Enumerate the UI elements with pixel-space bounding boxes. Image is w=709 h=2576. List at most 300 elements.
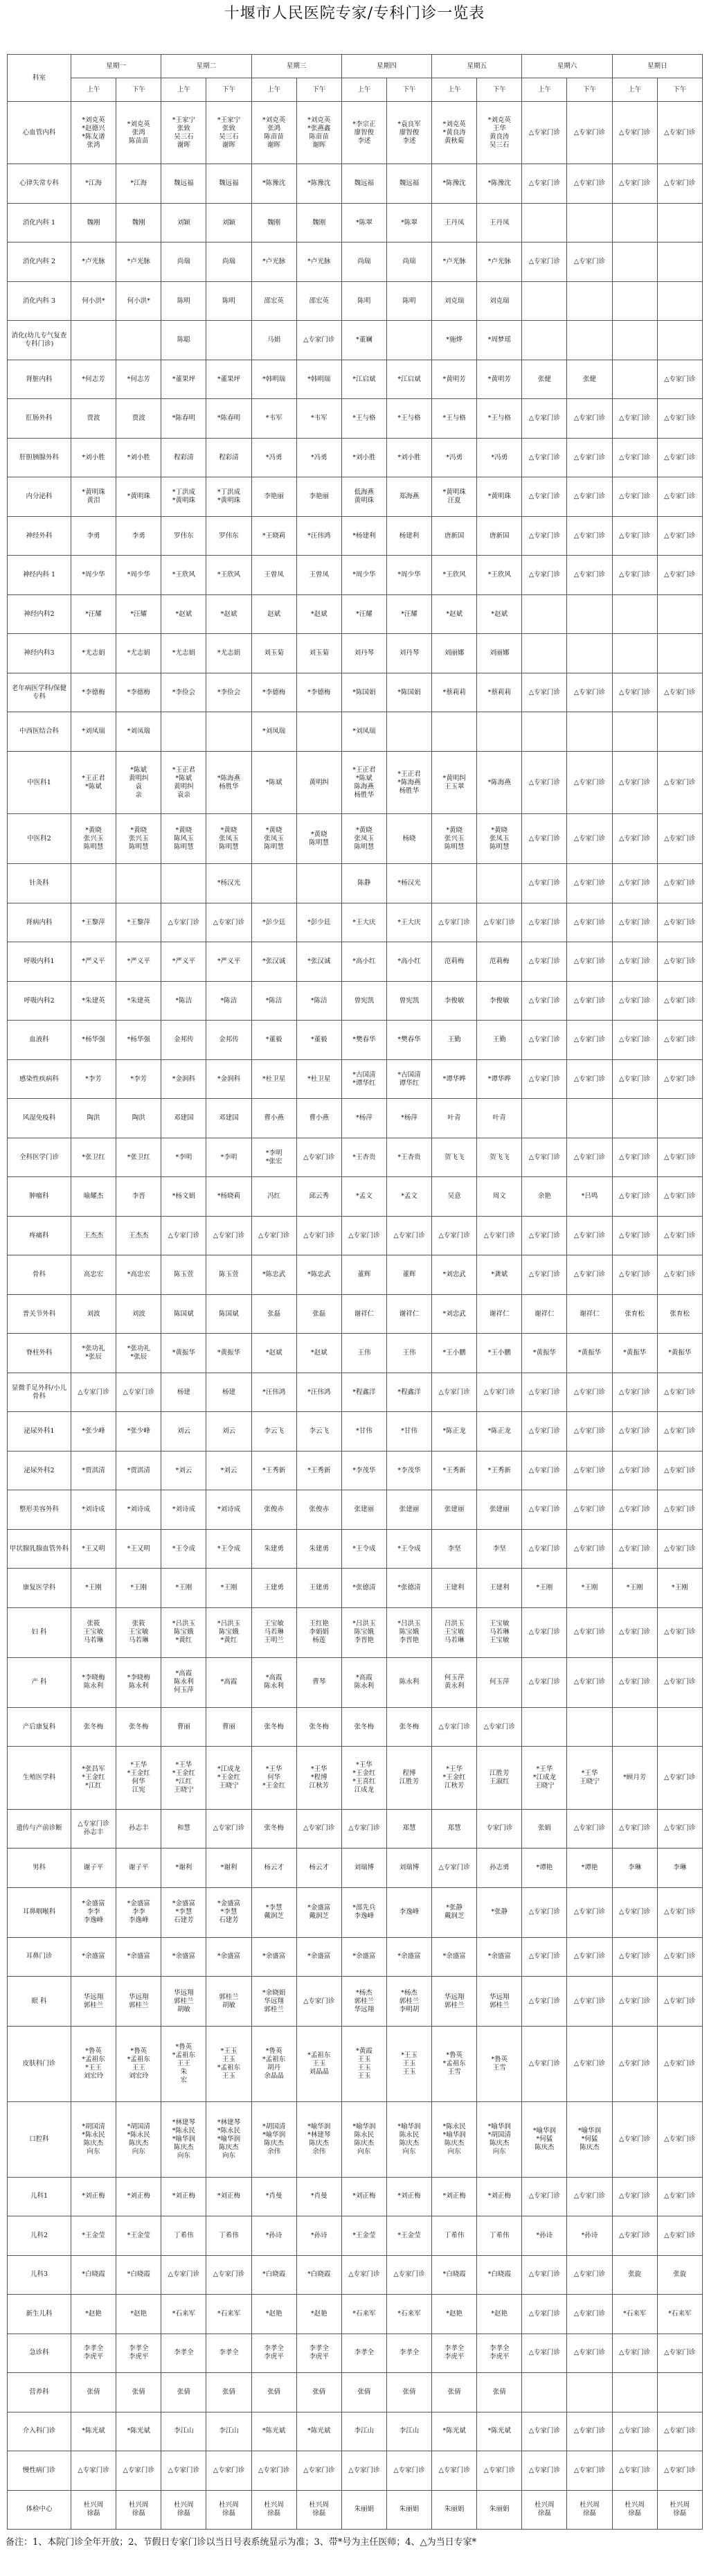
table-row — [8, 1809, 703, 1849]
dept-cell: 产 科 — [8, 1657, 71, 1707]
schedule-cell: 陶洪 — [71, 1099, 116, 1138]
schedule-cell: △专家门诊 — [657, 399, 702, 439]
schedule-cell — [612, 634, 657, 673]
dept-cell: 神经内科 1 — [8, 556, 71, 595]
schedule-cell: 丁希伟 — [161, 2216, 206, 2256]
schedule-cell: *黄晓 张凤玉 陈明慧 — [251, 814, 296, 864]
table-row — [8, 477, 703, 517]
schedule-cell: △专家门诊 — [612, 2177, 657, 2216]
schedule-cell: △专家门诊 — [657, 2027, 702, 2102]
schedule-cell: 谢子平 — [116, 1849, 161, 1888]
schedule-cell: *鲁英 *孟祖东 王雪 — [432, 2027, 477, 2102]
schedule-cell: *余盛富 — [341, 1937, 386, 1977]
dept-cell: 妇 科 — [8, 1607, 71, 1657]
schedule-cell: 杜兴周 徐磊 — [567, 2490, 612, 2530]
schedule-cell: 王建利 — [432, 1569, 477, 1608]
schedule-cell: △专家门诊 — [116, 1373, 161, 1412]
schedule-cell: *吕洪玉 陈宝娥 *黄红 — [161, 1607, 206, 1657]
header-day: 星期二 — [161, 55, 251, 78]
schedule-cell: △专家门诊 — [657, 751, 702, 813]
schedule-cell: *刘小胜 — [116, 438, 161, 477]
page-title: 十堰市人民医院专家/专科门诊一览表 — [224, 5, 485, 22]
schedule-cell: △专家门诊 — [477, 1373, 522, 1412]
schedule-cell: △专家门诊 — [567, 942, 612, 982]
schedule-cell: *张功礼 *张辰 — [116, 1334, 161, 1373]
schedule-cell: *余盛富 — [477, 1937, 522, 1977]
table-row — [8, 2101, 703, 2177]
schedule-cell: *陈光斌 — [432, 2412, 477, 2451]
dept-cell: 耳鼻咽喉科 — [8, 1887, 71, 1937]
schedule-cell: *刘正梅 — [341, 2177, 386, 2216]
schedule-cell: *石来军 — [386, 2295, 431, 2334]
table-row — [8, 594, 703, 634]
schedule-cell: *顾月芳 — [612, 1747, 657, 1809]
schedule-cell: *白晓霞 — [296, 2255, 341, 2295]
schedule-cell: △专家门诊 — [657, 1607, 702, 1657]
schedule-cell: *胡国清 *陈永民 陈庆杰 向东 — [116, 2101, 161, 2177]
schedule-cell: *赵艳 — [477, 2295, 522, 2334]
schedule-cell: *赵艳 — [296, 2295, 341, 2334]
schedule-cell: *王刚 — [567, 1569, 612, 1608]
dept-cell: 心律失常专科 — [8, 164, 71, 204]
schedule-cell — [657, 2373, 702, 2412]
schedule-cell: △专家门诊 — [522, 1977, 567, 2027]
table-row — [8, 1607, 703, 1657]
schedule-cell: *赵艳 — [116, 2295, 161, 2334]
table-row — [8, 2027, 703, 2102]
schedule-cell: 李逸峰 — [386, 1887, 431, 1937]
schedule-cell: 杨云才 — [251, 1849, 296, 1888]
header-am: 上午 — [251, 78, 296, 102]
schedule-cell: 杜兴周 徐磊 — [657, 2490, 702, 2530]
schedule-cell: *刘诗成 — [161, 1490, 206, 1530]
schedule-cell: 王建勇 — [296, 1569, 341, 1608]
dept-cell: 耳鼻门诊 — [8, 1937, 71, 1977]
schedule-cell: △专家门诊 — [567, 814, 612, 864]
schedule-table — [7, 54, 703, 2530]
schedule-cell: 谢祥仁 — [477, 1294, 522, 1334]
schedule-body — [8, 102, 703, 2530]
schedule-cell: △专家门诊 — [251, 1216, 296, 1255]
schedule-cell: *王又明 — [71, 1529, 116, 1569]
schedule-cell: 王红艳 李娟娟 杨莲 — [296, 1607, 341, 1657]
schedule-cell: 刘波 — [71, 1294, 116, 1334]
header-am: 上午 — [432, 78, 477, 102]
schedule-cell: △专家门诊 — [432, 2451, 477, 2491]
schedule-cell: *黄晓 张凤玉 陈明慧 — [341, 814, 386, 864]
schedule-cell: *谭华晔 — [432, 1059, 477, 1099]
schedule-cell: △专家门诊 — [296, 1809, 341, 1849]
schedule-cell: △专家门诊 — [567, 1059, 612, 1099]
schedule-cell — [657, 594, 702, 634]
schedule-cell: △专家门诊 — [657, 1809, 702, 1849]
schedule-cell: △专家门诊 — [567, 1529, 612, 1569]
schedule-cell: *王欣风 — [206, 556, 251, 595]
schedule-cell: 和慧 — [161, 1809, 206, 1849]
table-row — [8, 1412, 703, 1452]
schedule-cell: 李孝全 李虎平 — [71, 2334, 116, 2373]
schedule-cell: *白晓霞 — [116, 2255, 161, 2295]
schedule-cell: 张筱 王宝敏 马若琳 — [116, 1607, 161, 1657]
schedule-cell: △专家门诊 — [657, 2101, 702, 2177]
header-pm: 下午 — [296, 78, 341, 102]
schedule-cell: 李琳 — [657, 1849, 702, 1888]
schedule-cell: *胡国清 *陈永民 陈庆杰 向东 — [71, 2101, 116, 2177]
schedule-cell: 刘颖 — [161, 203, 206, 242]
schedule-cell: *刘凤瑞 — [116, 712, 161, 752]
schedule-cell: △专家门诊 — [612, 102, 657, 164]
schedule-cell: △专家门诊 — [567, 751, 612, 813]
table-row — [8, 1849, 703, 1888]
schedule-cell: *江启斌 — [341, 360, 386, 399]
schedule-cell: 贺飞飞 — [432, 1138, 477, 1177]
schedule-cell: *陈洁 — [251, 981, 296, 1021]
schedule-cell: 孙志丰 — [116, 1809, 161, 1849]
header-dept: 科室 — [8, 55, 71, 102]
schedule-cell: △专家门诊 — [522, 556, 567, 595]
schedule-cell — [116, 864, 161, 903]
schedule-cell — [477, 864, 522, 903]
schedule-cell: *肖曼 — [251, 2177, 296, 2216]
schedule-cell: 叶青 — [432, 1099, 477, 1138]
schedule-cell: 张育松 — [657, 1294, 702, 1334]
schedule-cell: *喻华润 陈永民 陈庆杰 向东 — [341, 2101, 386, 2177]
schedule-cell: *石来军 — [206, 2295, 251, 2334]
dept-cell: 中医科1 — [8, 751, 71, 813]
schedule-cell: 王杰杰 — [71, 1216, 116, 1255]
schedule-cell: △专家门诊 — [161, 903, 206, 942]
schedule-cell: 杜兴周 徐磊 — [251, 2490, 296, 2530]
dept-cell: 肾脏内科 — [8, 360, 71, 399]
header-am: 上午 — [522, 78, 567, 102]
schedule-cell: △专家门诊 — [657, 516, 702, 556]
table-row — [8, 1887, 703, 1937]
schedule-cell: *张少峰 — [71, 1412, 116, 1452]
schedule-cell: *杨华强 — [116, 1021, 161, 1060]
schedule-cell: *张静 戴润芝 — [432, 1887, 477, 1937]
schedule-cell — [657, 242, 702, 282]
schedule-cell: *吕洪玉 陈宝娥 李晋艳 — [341, 1607, 386, 1657]
schedule-cell: *金盛富 *李慧 石建芳 — [161, 1887, 206, 1937]
dept-cell: 呼吸内科2 — [8, 981, 71, 1021]
schedule-cell: △专家门诊 — [432, 903, 477, 942]
schedule-cell: *黄晓 陈风玉 陈明慧 — [161, 814, 206, 864]
schedule-cell: *丁洪成 *黄明珠 — [206, 477, 251, 517]
schedule-cell: △专家门诊 — [522, 903, 567, 942]
schedule-cell: △专家门诊 — [567, 242, 612, 282]
schedule-cell: 谢祥仁 — [341, 1294, 386, 1334]
schedule-cell: *汪伟鸿 — [251, 1373, 296, 1412]
schedule-cell — [206, 712, 251, 752]
schedule-cell: *喻华润 *何猛 陈庆杰 — [567, 2101, 612, 2177]
schedule-cell: △专家门诊 — [522, 1373, 567, 1412]
schedule-cell: △专家门诊 — [657, 2216, 702, 2256]
schedule-cell — [522, 321, 567, 360]
schedule-cell: 杨建利 — [386, 516, 431, 556]
schedule-cell: 贾波 — [116, 399, 161, 439]
schedule-cell: 何玉萍 黄永利 — [432, 1657, 477, 1707]
schedule-cell: *赵艳 — [71, 2295, 116, 2334]
schedule-cell: *王杏贵 — [386, 1138, 431, 1177]
schedule-cell: 周文 — [477, 1177, 522, 1217]
schedule-cell — [477, 712, 522, 752]
schedule-cell: *卢光脉 — [116, 242, 161, 282]
schedule-cell: △专家门诊 — [71, 2451, 116, 2491]
schedule-cell — [612, 1099, 657, 1138]
dept-cell: 呼吸内科1 — [8, 942, 71, 982]
schedule-cell: *喻华润 *胡国清 陈庆杰 向东 — [477, 2101, 522, 2177]
header-am: 上午 — [341, 78, 386, 102]
schedule-cell: 张倩 — [161, 2373, 206, 2412]
schedule-cell — [432, 864, 477, 903]
schedule-cell: 张健 — [522, 360, 567, 399]
table-row — [8, 438, 703, 477]
schedule-cell: *陈春明 — [206, 399, 251, 439]
schedule-cell: *周梦瑶 — [477, 321, 522, 360]
schedule-cell: 刘丽娜 — [432, 634, 477, 673]
schedule-cell: △专家门诊 — [612, 2451, 657, 2491]
dept-cell: 甲状腺乳腺血管外科 — [8, 1529, 71, 1569]
schedule-cell: *韩明瑞 — [296, 360, 341, 399]
schedule-cell: △专家门诊 — [522, 1887, 567, 1937]
schedule-cell: 王伟 — [341, 1334, 386, 1373]
schedule-cell: 张倩 — [296, 2373, 341, 2412]
schedule-cell: 丁希伟 — [477, 2216, 522, 2256]
schedule-cell: *杨汉光 — [206, 864, 251, 903]
schedule-cell: △专家门诊 — [612, 1138, 657, 1177]
dept-cell: 脊柱外科 — [8, 1334, 71, 1373]
schedule-cell: 张倩 — [432, 2373, 477, 2412]
schedule-cell: △专家门诊 — [657, 942, 702, 982]
schedule-cell: △专家门诊 — [567, 2412, 612, 2451]
schedule-cell: *刘诗成 — [206, 1490, 251, 1530]
schedule-cell: 曾宪凯 — [341, 981, 386, 1021]
schedule-cell — [161, 712, 206, 752]
schedule-cell: *陈光斌 — [296, 2412, 341, 2451]
schedule-cell: *孟文 — [386, 1177, 431, 1217]
schedule-cell: *刘克英 *黄良涛 黄秋菊 — [432, 102, 477, 164]
dept-cell: 产后康复科 — [8, 1707, 71, 1747]
schedule-cell: 郑海燕 — [386, 477, 431, 517]
schedule-cell: △专家门诊 — [386, 1216, 431, 1255]
schedule-cell: *孙诗 — [522, 2216, 567, 2256]
schedule-cell: *金盛富 李李 李逸峰 — [116, 1887, 161, 1937]
schedule-cell — [522, 2373, 567, 2412]
schedule-cell: △专家门诊 — [657, 556, 702, 595]
schedule-cell: *何志芳 — [116, 360, 161, 399]
schedule-cell — [567, 203, 612, 242]
schedule-cell: 杜兴周 徐磊 — [612, 2490, 657, 2530]
schedule-cell: △专家门诊 — [522, 2451, 567, 2491]
schedule-cell: △专家门诊 — [567, 2255, 612, 2295]
schedule-cell — [657, 321, 702, 360]
schedule-cell: △专家门诊 — [612, 1177, 657, 1217]
schedule-cell: *王刚 — [612, 1569, 657, 1608]
schedule-cell: *张少峰 — [116, 1412, 161, 1452]
schedule-cell: *黄晓 张兴玉 陈明慧 — [116, 814, 161, 864]
schedule-cell: 杜兴周 徐磊 — [206, 2490, 251, 2530]
schedule-cell: 李坚 — [432, 1529, 477, 1569]
schedule-cell: *金盛富 戴润芝 — [296, 1887, 341, 1937]
schedule-cell: *王秀新 — [296, 1451, 341, 1490]
schedule-cell: *汪耀 — [71, 594, 116, 634]
schedule-cell: △专家门诊 — [161, 1216, 206, 1255]
schedule-cell: △专家门诊 — [522, 1138, 567, 1177]
schedule-cell: 魏远福 — [206, 164, 251, 204]
header-day: 星期一 — [71, 55, 161, 78]
dept-cell: 泌尿外科2 — [8, 1451, 71, 1490]
schedule-cell: *王刚 — [71, 1569, 116, 1608]
schedule-cell: 刘玉菊 — [296, 634, 341, 673]
schedule-cell: △专家门诊 — [612, 399, 657, 439]
schedule-cell: △专家门诊 — [657, 2177, 702, 2216]
schedule-cell — [567, 1707, 612, 1747]
schedule-cell: 朱丽娟 — [386, 2490, 431, 2530]
schedule-cell: 刘颖 — [206, 203, 251, 242]
schedule-cell: 王丹凤 — [477, 203, 522, 242]
schedule-cell — [386, 321, 431, 360]
schedule-cell: *刘克英 *赵德兴 *陈友谱 张鸿 — [71, 102, 116, 164]
schedule-cell: *王华 *王金红 *王喜红 江成龙 — [341, 1747, 386, 1809]
schedule-cell: *黄振华 — [522, 1334, 567, 1373]
schedule-cell: 陈聪 — [161, 321, 206, 360]
schedule-cell: 李坚 — [477, 1529, 522, 1569]
schedule-cell: △专家门诊 — [657, 903, 702, 942]
schedule-cell: △专家门诊 — [522, 1021, 567, 1060]
schedule-cell: *陈光斌 — [71, 2412, 116, 2451]
schedule-cell: *王玉 王玉 王玉 — [386, 2027, 431, 2102]
dept-cell: 神经内科3 — [8, 634, 71, 673]
schedule-cell: 李俊敏 — [477, 981, 522, 1021]
schedule-cell: △专家门诊 — [657, 1490, 702, 1530]
schedule-cell: *汪耀 — [386, 594, 431, 634]
schedule-cell: △专家门诊 — [612, 477, 657, 517]
schedule-cell: 喻耀杰 — [71, 1177, 116, 1217]
schedule-cell: △专家门诊 — [341, 1809, 386, 1849]
schedule-cell: △专家门诊 — [567, 438, 612, 477]
table-row — [8, 360, 703, 399]
schedule-cell: *喻华润 *林建琴 陈庆杰 余伟 — [296, 2101, 341, 2177]
schedule-cell: 范莉梅 — [477, 942, 522, 982]
schedule-cell: 范莉梅 — [432, 942, 477, 982]
schedule-cell: *王华 *王金红 何华 江宪 — [116, 1747, 161, 1809]
schedule-cell: *樊春华 — [341, 1021, 386, 1060]
schedule-cell: 张倩 — [116, 2373, 161, 2412]
schedule-cell: *古国清 *谭华红 — [341, 1059, 386, 1099]
schedule-cell: △专家门诊 — [116, 2451, 161, 2491]
schedule-cell: △专家门诊 — [657, 2334, 702, 2373]
schedule-cell: *赵斌 — [432, 594, 477, 634]
schedule-cell: △专家门诊 — [386, 2451, 431, 2491]
schedule-cell: *陈光斌 — [116, 2412, 161, 2451]
schedule-cell: 曹丽 — [206, 1707, 251, 1747]
schedule-cell: △专家门诊 — [296, 2451, 341, 2491]
schedule-cell: 杜兴周 徐磊 — [71, 2490, 116, 2530]
header-pm: 下午 — [567, 78, 612, 102]
schedule-cell: *王与格 — [477, 399, 522, 439]
schedule-cell — [567, 712, 612, 752]
header-day: 星期三 — [251, 55, 341, 78]
schedule-cell: △专家门诊 — [567, 1451, 612, 1490]
schedule-cell: △专家门诊 — [522, 242, 567, 282]
schedule-cell: △专家门诊 — [657, 1216, 702, 1255]
schedule-cell: *王欣风 — [477, 556, 522, 595]
schedule-cell: △专家门诊 — [206, 903, 251, 942]
schedule-cell: *黄明珠 — [116, 477, 161, 517]
schedule-cell: *肖曼 — [296, 2177, 341, 2216]
schedule-cell: *陈洁 — [161, 981, 206, 1021]
dept-cell: 消化内科 1 — [8, 203, 71, 242]
schedule-cell: 朱建勇 — [296, 1529, 341, 1569]
schedule-cell: *王秀新 — [432, 1451, 477, 1490]
schedule-cell: 吴意 — [432, 1177, 477, 1217]
schedule-cell: *刘正梅 — [71, 2177, 116, 2216]
schedule-cell: *李慧 戴润芝 — [251, 1887, 296, 1937]
schedule-cell: △专家门诊 — [522, 1529, 567, 1569]
dept-cell: 肛肠外科 — [8, 399, 71, 439]
schedule-cell: *杨晓莉 — [206, 1177, 251, 1217]
schedule-cell: *王令成 — [386, 1529, 431, 1569]
schedule-cell: △专家门诊 — [522, 2412, 567, 2451]
schedule-cell: 郑慧 — [432, 1809, 477, 1849]
schedule-cell: *李俭会 — [161, 673, 206, 712]
schedule-cell: △专家门诊 — [612, 164, 657, 204]
schedule-cell: △专家门诊 — [386, 2255, 431, 2295]
schedule-cell: *王华 王晓宁 — [567, 1747, 612, 1809]
schedule-cell: 张倩 — [251, 2373, 296, 2412]
schedule-cell: 程博 江胜芳 — [386, 1747, 431, 1809]
schedule-cell: 黄明纠 — [296, 751, 341, 813]
dept-cell: 消化内科 3 — [8, 281, 71, 321]
schedule-cell — [522, 281, 567, 321]
schedule-cell: 张倩 — [71, 2373, 116, 2412]
schedule-cell: △专家门诊 — [522, 673, 567, 712]
dept-cell: 儿科3 — [8, 2255, 71, 2295]
schedule-cell: 王宝敏 马若琳 王明兰 — [251, 1607, 296, 1657]
table-row — [8, 814, 703, 864]
dept-cell: 神经内科2 — [8, 594, 71, 634]
schedule-cell: △专家门诊 — [522, 1657, 567, 1707]
table-row — [8, 981, 703, 1021]
schedule-cell: 冯红 — [251, 1177, 296, 1217]
schedule-cell: 王勤 — [477, 1021, 522, 1060]
schedule-cell: 贺飞飞 — [477, 1138, 522, 1177]
schedule-cell: *鲁英 *孟祖东 胡丹 余晶晶 — [251, 2027, 296, 2102]
dept-cell: 肝胆胰腺外科 — [8, 438, 71, 477]
schedule-cell: *董斓 — [341, 321, 386, 360]
schedule-cell: 华远翔 郭桂兰 胡敏 — [161, 1977, 206, 2027]
schedule-cell: △专家门诊 — [612, 1809, 657, 1849]
schedule-cell: *杨杰 郭桂兰 华远翔 — [341, 1977, 386, 2027]
table-row — [8, 164, 703, 204]
schedule-cell: △专家门诊 — [612, 2412, 657, 2451]
schedule-cell: △专家门诊 — [522, 1937, 567, 1977]
schedule-cell: 丁希伟 — [432, 2216, 477, 2256]
schedule-cell: *吕鸣 — [567, 1177, 612, 1217]
schedule-cell: *石来军 — [161, 2295, 206, 2334]
schedule-cell: *江成龙 *王金红 王晓宁 — [206, 1747, 251, 1809]
table-row — [8, 1977, 703, 2027]
schedule-cell: 张冬梅 — [116, 1707, 161, 1747]
schedule-cell: *李芳 — [116, 1059, 161, 1099]
schedule-cell: △专家门诊 — [432, 1849, 477, 1888]
schedule-cell: 陈国斌 — [161, 1294, 206, 1334]
schedule-cell: △专家门诊 — [251, 2451, 296, 2491]
schedule-cell: *王华 *王金红 江秋芳 — [432, 1747, 477, 1809]
schedule-cell: *王与格 — [341, 399, 386, 439]
table-row — [8, 2295, 703, 2334]
dept-cell: 心血管内科 — [8, 102, 71, 164]
